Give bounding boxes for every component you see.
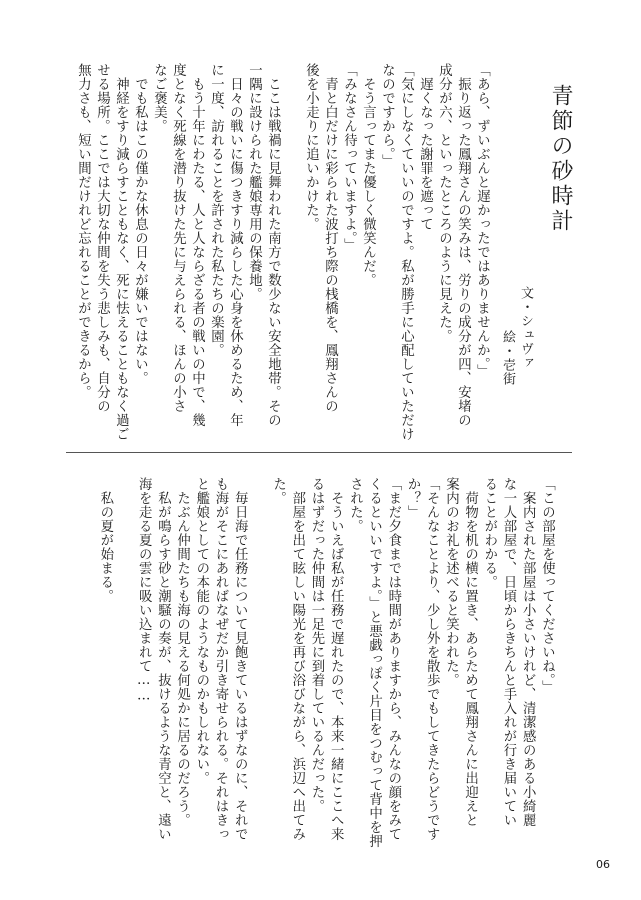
text-column: 案内された部屋は小さいけれど、清潔感のある小綺麗 [520, 477, 536, 827]
text-column: もう十年にわたる、人と人ならざる者の戦いの中で、幾 [189, 63, 205, 427]
text-column: るはずだった仲間は一足先に到着しているんだった。 [309, 477, 324, 813]
text-column: なのですから。」 [379, 63, 395, 169]
text-column: せる場所。ここでは大切な仲間を失う悲しみも、自分の [94, 63, 110, 413]
text-column: 案内のお礼を述べると笑われた。 [443, 477, 459, 687]
text-column: たぶん仲間たちも海の見える何処かに居るのだろう。 [174, 477, 190, 827]
text-column: 日々の戦いに傷つきすり減らした心身を休めるため、年 [227, 63, 243, 427]
text-column: 「まだ夕食までは時間がありますから、みんなの顔をみて [385, 477, 401, 841]
author-credit: 文・シュヴァ [518, 286, 533, 370]
text-column: くるといいですよ。」と悪戯っぽく片目をつむって背中を押 [366, 477, 382, 849]
text-column: も海がそこにあればなぜだか引き寄せられる。それはきっ [213, 477, 228, 841]
text-column: 振り返った鳳翔さんの笑みは、労りの成分が四、安堵の [455, 63, 471, 427]
text-column: と艦娘としての本能のようなものかもしれない。 [193, 477, 209, 785]
text-column: 一隅に設けられた艦娘専用の保養地。 [246, 63, 262, 301]
text-column: 成分が六、といったところのように見えた。 [436, 63, 452, 343]
text-column: 毎日海で任務について見飽きているはずなのに、それで [232, 477, 248, 841]
text-column: 「あら、ずいぶんと遅かったではありませんか。」 [474, 63, 490, 379]
text-column: でも私はこの僅かな休息の日々が嫌いではない。 [132, 63, 148, 385]
text-column: ることがわかる。 [481, 477, 497, 589]
text-column: 私の夏が始まる。 [97, 477, 113, 603]
text-column: か？」 [405, 477, 420, 519]
text-column: 海を走る夏の雲に吸い込まれて…… [136, 477, 152, 705]
text-column: そういえば私が任務で遅れたので、本来一緒にここへ来 [328, 477, 344, 841]
text-column: そう言ってまた優しく微笑んだ。 [360, 63, 376, 287]
text-column: 神経をすり減らすこともなく、死に怯えることもなく過ご [113, 63, 129, 441]
text-column: 度となく死線を潜り抜けた先に与えられる、ほんの小さ [170, 63, 186, 413]
text-column: された。 [347, 477, 363, 533]
text-column: た。 [270, 477, 286, 505]
text-column: 「そんなことより、少し外を散歩でもしてきたらどうです [424, 477, 440, 841]
text-column: に一度、訪れることを許された私たちの楽園。 [208, 63, 224, 357]
story-title: 青節の砂時計 [548, 84, 573, 234]
text-column: な一人部屋で、日頃からきちんと手入れが行き届いてい [501, 477, 516, 827]
text-column: 後を小走りに追いかけた。 [303, 63, 319, 231]
text-column: 「この部屋を使ってくださいね。」 [539, 477, 555, 695]
text-column: 青と白だけに彩られた波打ち際の桟橋を、鳳翔さんの [322, 63, 338, 413]
section-divider [66, 452, 572, 453]
text-column: なご褒美。 [151, 63, 167, 133]
text-column: ここは戦禍に見舞われた南方で数少ない安全地帯。その [265, 63, 281, 427]
text-column: 部屋を出て眩しい陽光を再び浴びながら、浜辺へ出てみ [289, 477, 305, 841]
page-number: 06 [596, 858, 610, 871]
text-column: 遅くなった謝罪を遮って [417, 63, 433, 231]
text-column: 無力さも、短い間だけれど忘れることができるから。 [75, 63, 91, 399]
text-column: 荷物を机の横に置き、あらためて鳳翔さんに出迎えと [462, 477, 478, 827]
text-column: 私が鳴らす砂と潮騒の奏が、抜けるような青空と、遠い [155, 477, 171, 841]
text-column: 「気にしなくていいのですよ。私が勝手に心配していただけ [398, 63, 414, 441]
text-column: 「みなさん待っていますよ。」 [341, 63, 357, 253]
illustrator-credit: 絵・壱街 [500, 330, 515, 386]
